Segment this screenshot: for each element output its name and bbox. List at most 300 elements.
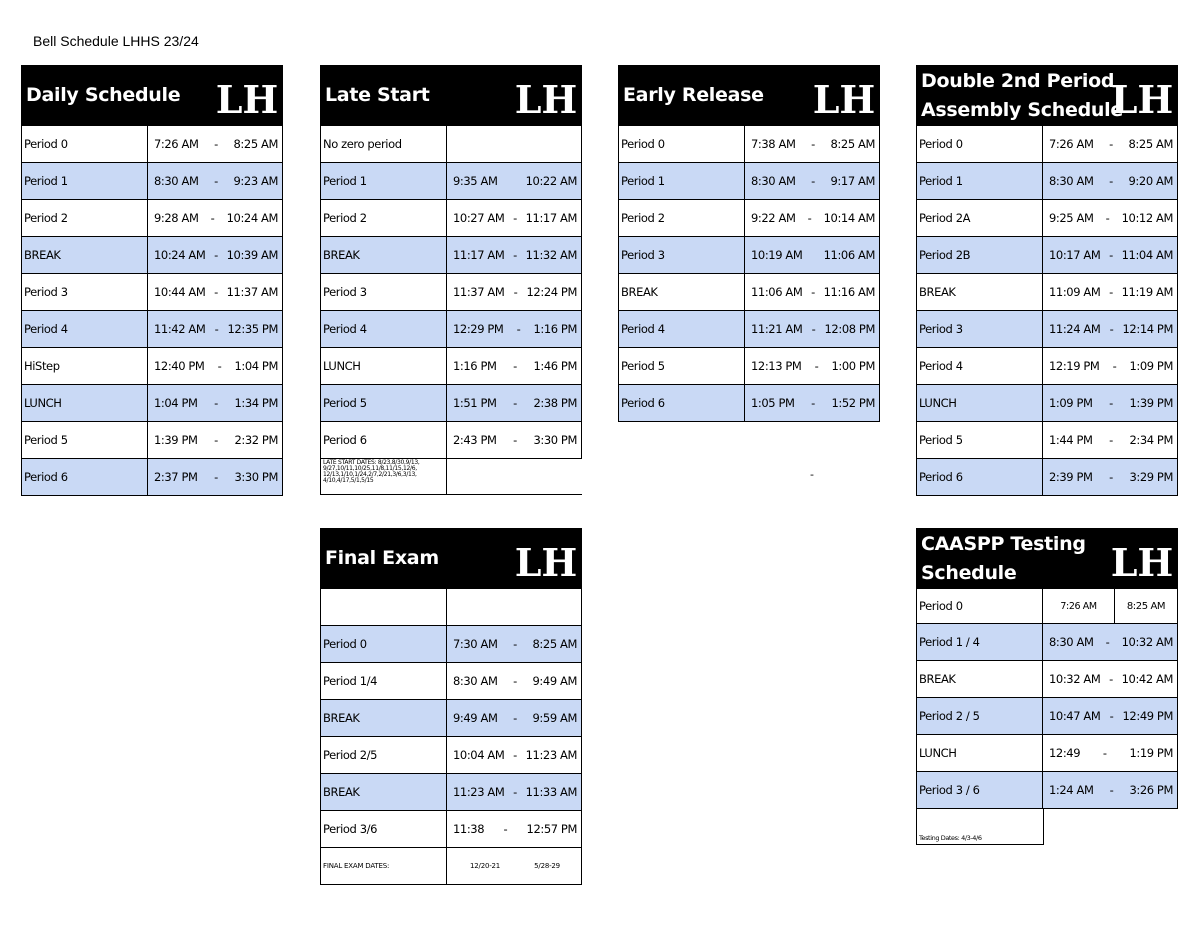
- schedule-row: [320, 737, 582, 774]
- schedule-row: [320, 274, 582, 311]
- row-label: Period 2: [619, 200, 745, 236]
- row-end: 2:32 PM: [234, 433, 278, 447]
- row-label: Period 3: [917, 311, 1043, 347]
- schedule-row: [320, 589, 582, 626]
- row-label: Period 3: [619, 237, 745, 273]
- row-time-range: [1043, 422, 1178, 458]
- final-exam-header: [320, 528, 582, 589]
- lh-logo-text: LH: [812, 77, 876, 122]
- row-time-range: [745, 163, 880, 199]
- final-exam-date-1: 12/20-21: [470, 862, 501, 870]
- row-time-range: [447, 348, 582, 384]
- row-time-range: [148, 348, 283, 384]
- schedule-row: [618, 126, 880, 163]
- row-label: Period 2A: [917, 200, 1043, 236]
- schedule-row: [916, 459, 1178, 496]
- row-time-range: [447, 274, 582, 310]
- row-label: Period 6: [22, 459, 148, 495]
- row-start: 8:30 AM: [154, 174, 199, 188]
- row-sep: -: [513, 211, 517, 225]
- row-time-range: [447, 811, 582, 847]
- schedule-row: [21, 163, 283, 200]
- final-exam-rows: [320, 589, 582, 848]
- row-label: Period 6: [321, 422, 447, 458]
- row-time-range: [148, 385, 283, 421]
- row-end: 11:19 AM: [1121, 285, 1173, 299]
- row-time-range: [745, 348, 880, 384]
- row-time-range: [1043, 200, 1178, 236]
- row-label: Period 5: [321, 385, 447, 421]
- schedule-row: [320, 385, 582, 422]
- row-end: 1:04 PM: [234, 359, 278, 373]
- row-label: BREAK: [917, 661, 1043, 697]
- row-label: Period 5: [22, 422, 148, 458]
- schedule-row: [21, 200, 283, 237]
- schedule-row: [21, 311, 283, 348]
- row-sep: -: [214, 285, 218, 299]
- row-time-range: [148, 237, 283, 273]
- row-end: 8:25 AM: [1115, 589, 1178, 623]
- row-start: 2:43 PM: [453, 433, 497, 447]
- row-end: 8:25 AM: [532, 637, 577, 651]
- row-label: Period 1: [619, 163, 745, 199]
- schedule-row: [916, 274, 1178, 311]
- row-label: Period 1: [917, 163, 1043, 199]
- row-time-range: [447, 126, 582, 162]
- row-end: 11:37 AM: [226, 285, 278, 299]
- row-start: 12:19 PM: [1049, 359, 1100, 373]
- row-time-range: [447, 663, 582, 699]
- row-start: 9:49 AM: [453, 711, 498, 725]
- row-start: 1:09 PM: [1049, 396, 1093, 410]
- row-end: 3:30 PM: [234, 470, 278, 484]
- row-end: 3:26 PM: [1129, 783, 1173, 797]
- row-start: 11:17 AM: [453, 248, 505, 262]
- row-end: 12:57 PM: [526, 822, 577, 836]
- row-sep: -: [217, 359, 222, 373]
- row-start: 2:37 PM: [154, 470, 198, 484]
- row-label: BREAK: [321, 700, 447, 736]
- row-end: 8:25 AM: [830, 137, 875, 151]
- double-second-header: [916, 65, 1178, 126]
- row-time-range: [148, 163, 283, 199]
- row-end: 10:42 AM: [1121, 672, 1173, 686]
- schedule-row: [320, 422, 582, 459]
- schedule-row: [320, 311, 582, 348]
- row-start: 11:21 AM: [751, 322, 803, 336]
- schedule-row: [916, 126, 1178, 163]
- row-sep: -: [513, 711, 517, 725]
- row-start: 8:30 AM: [1049, 174, 1094, 188]
- row-sep: -: [516, 322, 521, 336]
- row-time-range: [1043, 237, 1178, 273]
- row-sep: -: [1109, 322, 1114, 336]
- row-sep: -: [1109, 137, 1113, 151]
- row-time-range: [447, 626, 582, 662]
- lh-logo-icon: [215, 72, 279, 122]
- row-start: 10:04 AM: [453, 748, 505, 762]
- caaspp-rows: [916, 624, 1178, 809]
- double-second-rows: [916, 126, 1178, 496]
- row-start: 7:26 AM: [1049, 137, 1094, 151]
- row-time-range: [447, 163, 582, 199]
- row-start: 1:39 PM: [154, 433, 198, 447]
- row-time-range: [1043, 661, 1178, 697]
- row-sep: -: [1105, 635, 1110, 649]
- schedule-row: [916, 624, 1178, 661]
- lh-logo-text: LH: [514, 540, 578, 585]
- row-label: BREAK: [917, 274, 1043, 310]
- row-label: Period 1: [22, 163, 148, 199]
- row-sep: -: [513, 785, 517, 799]
- early-release-rows: [618, 126, 880, 422]
- row-end: 10:32 AM: [1121, 635, 1173, 649]
- row-time-range: [745, 274, 880, 310]
- row-sep: -: [513, 248, 517, 262]
- row-start: 12:29 PM: [453, 322, 504, 336]
- row-label: LUNCH: [22, 385, 148, 421]
- schedule-row: [916, 200, 1178, 237]
- row-start: 8:30 AM: [1049, 635, 1094, 649]
- row-sep: -: [503, 822, 508, 836]
- schedule-row: [618, 385, 880, 422]
- row-sep: -: [513, 674, 517, 688]
- row-start: 8:30 AM: [453, 674, 498, 688]
- row-time-range: [447, 385, 582, 421]
- schedule-row: [320, 774, 582, 811]
- schedule-row: [21, 459, 283, 496]
- row-sep: -: [513, 359, 517, 373]
- schedule-row: [916, 698, 1178, 735]
- row-time-range: [447, 589, 582, 625]
- row-end: 11:32 AM: [525, 248, 577, 262]
- row-start: 7:38 AM: [751, 137, 796, 151]
- row-end: 1:19 PM: [1129, 746, 1173, 760]
- row-end: 1:09 PM: [1129, 359, 1173, 373]
- schedule-row: [916, 311, 1178, 348]
- row-sep: -: [513, 637, 517, 651]
- row-label: Period 3 / 6: [917, 772, 1043, 808]
- lh-logo-text: LH: [1110, 77, 1174, 122]
- row-time-range: [1043, 274, 1178, 310]
- schedule-row: [320, 348, 582, 385]
- row-label: Period 5: [917, 422, 1043, 458]
- row-start: 9:22 AM: [751, 211, 796, 225]
- row-label: BREAK: [321, 237, 447, 273]
- row-time-range: [745, 126, 880, 162]
- schedule-row: [916, 772, 1178, 809]
- row-label: Period 4: [321, 311, 447, 347]
- row-start: 11:24 AM: [1049, 322, 1101, 336]
- row-label: Period 5: [619, 348, 745, 384]
- row-start: 1:44 PM: [1049, 433, 1093, 447]
- row-sep: -: [513, 748, 517, 762]
- row-time-range: [1043, 163, 1178, 199]
- lh-logo-text: LH: [1110, 540, 1174, 585]
- row-end: 10:12 AM: [1121, 211, 1173, 225]
- caaspp-period-0-row: [916, 589, 1178, 624]
- row-end: 9:59 AM: [532, 711, 577, 725]
- lh-logo-icon: [1110, 72, 1174, 122]
- row-sep: -: [811, 137, 815, 151]
- final-exam-date-2: 5/28-29: [534, 862, 560, 870]
- row-start: 12:13 PM: [751, 359, 802, 373]
- row-sep: -: [214, 174, 218, 188]
- row-start: 10:24 AM: [154, 248, 206, 262]
- row-label: Period 0: [22, 126, 148, 162]
- row-sep: -: [1109, 285, 1113, 299]
- row-sep: -: [513, 285, 518, 299]
- late-start-note-row: [320, 459, 582, 495]
- row-label: Period 0: [619, 126, 745, 162]
- schedule-row: [916, 237, 1178, 274]
- row-start: 11:23 AM: [453, 785, 505, 799]
- schedule-row: [916, 422, 1178, 459]
- row-label: Period 2: [321, 200, 447, 236]
- row-time-range: [447, 311, 582, 347]
- row-sep: -: [1112, 359, 1117, 373]
- row-time-range: [148, 274, 283, 310]
- row-end: 1:46 PM: [533, 359, 577, 373]
- row-start: 12:40 PM: [154, 359, 205, 373]
- row-start: 10:32 AM: [1049, 672, 1101, 686]
- row-start: 1:24 AM: [1049, 783, 1094, 797]
- schedule-row: [618, 200, 880, 237]
- row-time-range: [745, 311, 880, 347]
- row-sep: -: [811, 174, 815, 188]
- row-label: BREAK: [321, 774, 447, 810]
- row-time-range: [447, 700, 582, 736]
- schedule-row: [320, 200, 582, 237]
- late-start-title: Late Start: [325, 84, 430, 106]
- schedule-row: [21, 422, 283, 459]
- row-sep: -: [513, 396, 517, 410]
- row-end: 3:30 PM: [533, 433, 577, 447]
- final-exam-table: [320, 528, 582, 885]
- row-end: 12:49 PM: [1122, 709, 1173, 723]
- row-sep: -: [1102, 746, 1107, 760]
- row-time-range: [447, 237, 582, 273]
- row-end: 8:25 AM: [233, 137, 278, 151]
- row-start: 1:51 PM: [453, 396, 497, 410]
- row-label: Period 2B: [917, 237, 1043, 273]
- row-time-range: [148, 311, 283, 347]
- row-end: 11:06 AM: [823, 248, 875, 262]
- row-start: 10:47 AM: [1049, 709, 1101, 723]
- row-time-range: [1043, 735, 1178, 771]
- row-start: 1:16 PM: [453, 359, 497, 373]
- row-label: LUNCH: [917, 735, 1043, 771]
- row-start: 11:09 AM: [1049, 285, 1101, 299]
- row-time-range: [447, 422, 582, 458]
- row-label: Period 3/6: [321, 811, 447, 847]
- early-release-table: [618, 65, 880, 422]
- row-sep: -: [1109, 396, 1113, 410]
- row-start: 11:06 AM: [751, 285, 803, 299]
- row-start: 12:49: [1049, 746, 1081, 760]
- caaspp-table: [916, 528, 1178, 845]
- row-sep: -: [814, 359, 819, 373]
- row-end: 10:22 AM: [525, 174, 577, 188]
- row-end: 11:16 AM: [823, 285, 875, 299]
- row-label: Period 3: [321, 274, 447, 310]
- final-exam-dates-label: FINAL EXAM DATES:: [321, 848, 447, 884]
- stray-dash: -: [810, 468, 814, 481]
- caaspp-title: CAASPP Testing Schedule: [921, 532, 1086, 584]
- row-time-range: [745, 385, 880, 421]
- row-label: Period 0: [917, 589, 1043, 623]
- schedule-row: [618, 348, 880, 385]
- row-end: 12:35 PM: [227, 322, 278, 336]
- row-end: 11:23 AM: [525, 748, 577, 762]
- row-end: 9:23 AM: [233, 174, 278, 188]
- row-end: 9:20 AM: [1128, 174, 1173, 188]
- row-label: Period 2: [22, 200, 148, 236]
- row-label: Period 1/4: [321, 663, 447, 699]
- schedule-row: [320, 811, 582, 848]
- schedule-row: [320, 163, 582, 200]
- row-time-range: [1043, 311, 1178, 347]
- row-time-range: [447, 737, 582, 773]
- row-end: 1:39 PM: [1129, 396, 1173, 410]
- row-end: 11:17 AM: [525, 211, 577, 225]
- row-time-range: [745, 237, 880, 273]
- row-start: 11:37 AM: [453, 285, 505, 299]
- row-end: 3:29 PM: [1129, 470, 1173, 484]
- row-end: 9:17 AM: [830, 174, 875, 188]
- row-end: 1:16 PM: [533, 322, 577, 336]
- row-end: 8:25 AM: [1128, 137, 1173, 151]
- row-time-range: [148, 459, 283, 495]
- row-sep: -: [1109, 433, 1113, 447]
- row-start: 7:26 AM: [154, 137, 199, 151]
- schedule-row: [320, 126, 582, 163]
- schedule-row: [916, 163, 1178, 200]
- schedule-row: [320, 237, 582, 274]
- row-sep: -: [214, 137, 218, 151]
- daily-rows: [21, 126, 283, 496]
- row-sep: -: [811, 396, 815, 410]
- row-start: 1:05 PM: [751, 396, 795, 410]
- row-label: Period 2 / 5: [917, 698, 1043, 734]
- schedule-row: [916, 348, 1178, 385]
- row-start: 2:39 PM: [1049, 470, 1093, 484]
- schedule-row: [21, 385, 283, 422]
- row-time-range: [745, 200, 880, 236]
- row-label: Period 2/5: [321, 737, 447, 773]
- caaspp-header: [916, 528, 1178, 589]
- row-end: 1:52 PM: [831, 396, 875, 410]
- row-start: 10:19 AM: [751, 248, 803, 262]
- row-sep: -: [214, 396, 218, 410]
- row-label: BREAK: [22, 237, 148, 273]
- row-time-range: [447, 774, 582, 810]
- row-label: BREAK: [619, 274, 745, 310]
- row-label: Period 4: [22, 311, 148, 347]
- row-start: 11:42 AM: [154, 322, 206, 336]
- schedule-row: [21, 274, 283, 311]
- row-label: Period 4: [917, 348, 1043, 384]
- row-time-range: [1043, 459, 1178, 495]
- lh-logo-icon: [1110, 535, 1174, 585]
- row-time-range: [148, 200, 283, 236]
- row-sep: -: [1109, 672, 1113, 686]
- row-sep: -: [811, 322, 816, 336]
- row-sep: -: [214, 248, 218, 262]
- row-sep: -: [210, 211, 215, 225]
- row-sep: -: [513, 433, 517, 447]
- schedule-row: [320, 663, 582, 700]
- caaspp-testing-dates: Testing Dates: 4/3-4/6: [917, 809, 1044, 844]
- schedule-row: [320, 626, 582, 663]
- row-time-range: [148, 422, 283, 458]
- lh-logo-icon: [812, 72, 876, 122]
- row-time-range: [1043, 348, 1178, 384]
- row-end: 12:24 PM: [526, 285, 577, 299]
- row-sep: -: [1109, 248, 1113, 262]
- row-sep: -: [1109, 470, 1113, 484]
- double-second-table: [916, 65, 1178, 496]
- row-label: Period 1 / 4: [917, 624, 1043, 660]
- row-end: 2:38 PM: [533, 396, 577, 410]
- row-end: 1:00 PM: [831, 359, 875, 373]
- schedule-row: [916, 735, 1178, 772]
- row-label: Period 6: [619, 385, 745, 421]
- row-label: Period 1: [321, 163, 447, 199]
- row-label: Period 0: [917, 126, 1043, 162]
- row-end: 11:04 AM: [1121, 248, 1173, 262]
- late-start-header: [320, 65, 582, 126]
- row-label: LUNCH: [917, 385, 1043, 421]
- page-title: Bell Schedule LHHS 23/24: [33, 33, 199, 49]
- lh-logo-icon: [514, 535, 578, 585]
- schedule-row: [618, 311, 880, 348]
- row-label: LUNCH: [321, 348, 447, 384]
- row-sep: -: [214, 322, 219, 336]
- schedule-row: [618, 274, 880, 311]
- row-sep: -: [1109, 174, 1113, 188]
- row-sep: -: [1109, 783, 1114, 797]
- row-end: 12:14 PM: [1122, 322, 1173, 336]
- row-end: 2:34 PM: [1129, 433, 1173, 447]
- schedule-row: [916, 661, 1178, 698]
- schedule-row: [916, 385, 1178, 422]
- row-label: HiStep: [22, 348, 148, 384]
- schedule-row: [21, 237, 283, 274]
- row-sep: -: [807, 211, 812, 225]
- late-start-dates-note: LATE START DATES: 8/23,8/30,9/13, 9/27,10/11,10/25,11/8,11/15,12/6, 12/13,1/10,1/24,2/7,2/21,3/6,3/13, 4/10,4/17,5/1,5/15: [321, 459, 447, 494]
- row-time-range: [1043, 772, 1178, 808]
- lh-logo-text: LH: [514, 77, 578, 122]
- row-label: Period 6: [917, 459, 1043, 495]
- schedule-row: [320, 700, 582, 737]
- lh-logo-text: LH: [215, 77, 279, 122]
- caaspp-note-row: [916, 809, 1044, 845]
- row-start: 10:44 AM: [154, 285, 206, 299]
- schedule-row: [21, 126, 283, 163]
- row-start: 11:38: [453, 822, 485, 836]
- row-sep: -: [1105, 211, 1110, 225]
- row-time-range: [1043, 624, 1178, 660]
- row-time-range: [1043, 126, 1178, 162]
- row-end: 1:34 PM: [234, 396, 278, 410]
- schedule-row: [618, 237, 880, 274]
- early-release-title: Early Release: [623, 84, 764, 106]
- row-label: No zero period: [321, 126, 447, 162]
- row-sep: -: [214, 470, 218, 484]
- daily-schedule-title: Daily Schedule: [26, 84, 181, 106]
- row-start: 10:27 AM: [453, 211, 505, 225]
